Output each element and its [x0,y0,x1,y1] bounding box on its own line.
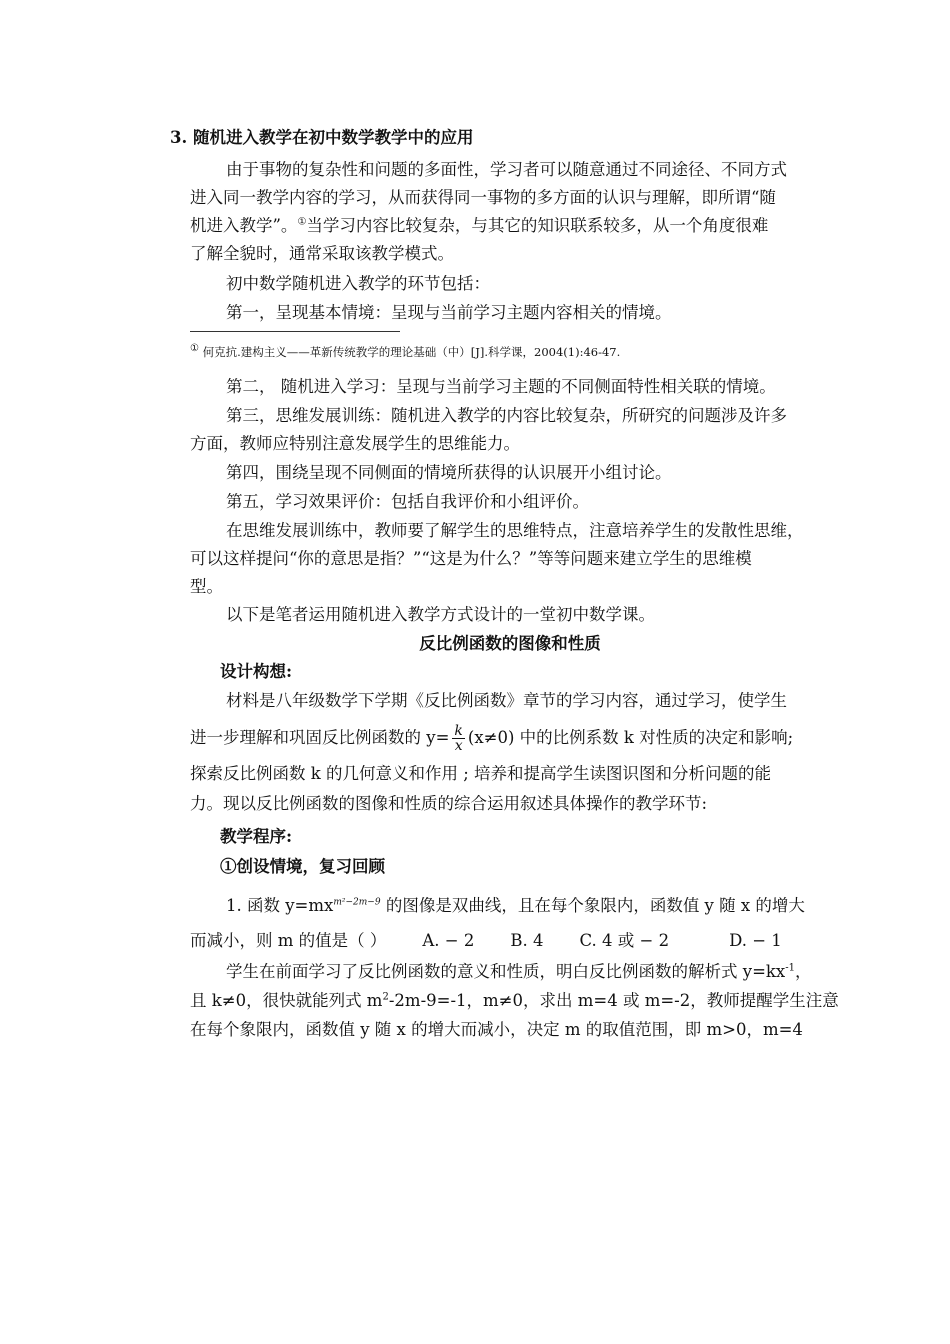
question-exponent: m²−2m−9 [333,897,381,908]
para1-line1: 由于事物的复杂性和问题的多面性，学习者可以随意通过不同途径、不同方式 [226,160,787,179]
step-4: 第四，围绕呈现不同侧面的情境所获得的认识展开小组讨论。 [226,463,672,482]
para1-line4: 了解全貌时，通常采取该教学模式。 [190,244,454,263]
footnote-reference-mark: ① [297,216,307,228]
para2-line1: 在思维发展训练中，教师要了解学生的思维特点，注意培养学生的发散性思维， [226,521,804,540]
stage-1-label: ①创设情境，复习回顾 [220,857,385,876]
design-label: 设计构想: [220,662,293,681]
design-line3: 探索反比例函数 k 的几何意义和作用 ; 培养和提高学生读图识图和分析问题的能 [190,764,772,783]
question-stem: 而减小，则 m 的值是（ ） [190,931,387,950]
footnote [190,344,620,360]
para4-line2 [190,990,839,1012]
option-d: D. − 1 [729,931,782,950]
footnote-text: 何克抗.建构主义——革新传统教学的理论基础（中）[J].科学课，2004(1):46-47. [202,345,621,359]
option-b: B. 4 [510,931,544,950]
para4-line2-sup: 2 [382,991,389,1003]
para1-line3 [190,215,768,237]
para1-line3b: 当学习内容比较复杂，与其它的知识联系较多，从一个角度很难 [306,216,769,235]
question-line1 [226,895,805,917]
footnote-mark: ① [190,343,199,355]
para4-line3: 在每个象限内，函数值 y 随 x 的增大而减小，决定 m 的取值范围，即 m>0，m=4 [190,1020,803,1039]
option-c: C. 4 或 − 2 [579,931,670,950]
section-heading: 3. 随机进入教学在初中数学教学中的应用 [170,128,474,147]
para4-line1a: 学生在前面学习了反比例函数的意义和性质，明白反比例函数的解析式 y=kx [226,962,786,981]
design-line1: 材料是八年级数学下学期《反比例函数》章节的学习内容，通过学习，使学生 [226,691,787,710]
option-a: A. − 2 [422,931,475,950]
steps-intro: 初中数学随机进入教学的环节包括： [226,274,490,293]
para3: 以下是笔者运用随机进入教学方式设计的一堂初中数学课。 [226,605,655,624]
fraction-denominator: x [454,738,463,754]
para4-line1b: ， [794,962,812,981]
para1-line3a: 机进入教学”。 [190,216,298,235]
question-line1a: 1. 函数 y=mx [226,896,334,915]
step-3-line1: 第三，思维发展训练：随机进入教学的内容比较复杂，所研究的问题涉及许多 [226,406,787,425]
footnote-divider [190,331,400,332]
para1-line2: 进入同一教学内容的学习，从而获得同一事物的多方面的认识与理解，即所谓“随 [190,188,776,207]
para2-line2: 可以这样提问“你的意思是指？”“这是为什么？”等等问题来建立学生的思维模 [190,549,752,568]
para2-line3: 型。 [190,577,223,596]
para4-line2a: 且 k≠0，很快就能列式 m [190,991,383,1010]
step-2: 第二， 随机进入学习：呈现与当前学习主题的不同侧面特性相关联的情境。 [226,377,776,396]
design-line2a: 进一步理解和巩固反比例函数的 y= [190,728,450,747]
design-line2b: (x≠0) 中的比例系数 k 对性质的决定和影响; [467,728,794,747]
step-3-line2: 方面，教师应特别注意发展学生的思维能力。 [190,434,520,453]
para4-line2b: -2m-9=-1，m≠0，求出 m=4 或 m=-2，教师提醒学生注意 [388,991,839,1010]
para4-line1 [226,961,811,983]
step-5: 第五，学习效果评价：包括自我评价和小组评价。 [226,492,589,511]
lesson-title: 反比例函数的图像和性质 [419,634,601,653]
question-line1b: 的图像是双曲线，且在每个象限内，函数值 y 随 x 的增大 [385,896,805,915]
fraction-k-over-x [452,724,464,753]
procedure-label: 教学程序: [220,827,293,846]
fraction-numerator: k [454,723,463,739]
step-1: 第一，呈现基本情境：呈现与当前学习主题内容相关的情境。 [226,303,672,322]
design-line4: 力。现以反比例函数的图像和性质的综合运用叙述具体操作的教学环节: [190,794,708,813]
design-line2 [190,724,793,753]
question-line2 [190,930,782,952]
para4-line1-sup: -1 [785,962,795,974]
